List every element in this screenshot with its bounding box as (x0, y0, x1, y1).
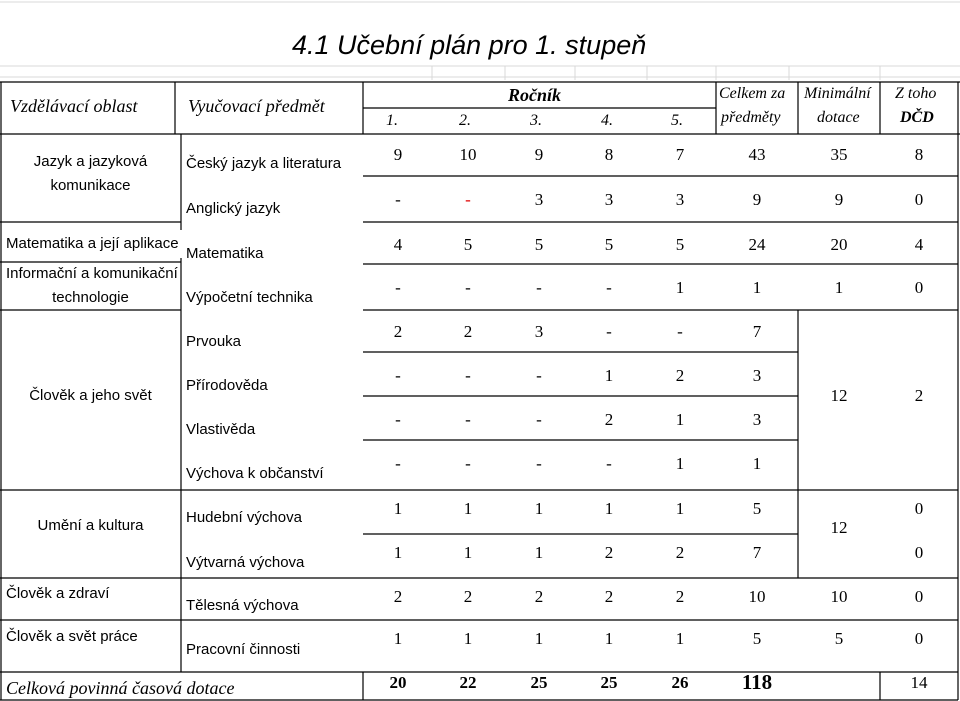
cell-year-1: - (395, 366, 401, 385)
subject-prvouka: Prvouka (186, 333, 242, 350)
subject-matematika: Matematika (186, 245, 264, 262)
cell-year-2: 1 (463, 499, 473, 518)
cell-year-5: 1 (675, 629, 685, 648)
cell-year-2: - (465, 278, 471, 297)
subject-vytvarna-vychova: Výtvarná výchova (186, 554, 305, 571)
cell-year-5: 3 (675, 190, 685, 209)
subject-telesna-vychova: Tělesná výchova (186, 597, 299, 614)
cell-year-5: 7 (675, 145, 685, 164)
cell-dcd: 8 (914, 145, 924, 164)
cell-dcd: 4 (914, 235, 924, 254)
cell-year-3: - (536, 366, 542, 385)
area-prace: Člověk a svět práce (6, 628, 138, 645)
cell-year-4: 8 (604, 145, 614, 164)
cell-dcd: 0 (914, 543, 924, 562)
cell-year-2: 2 (463, 322, 473, 341)
area-clovek-svet: Člověk a jeho svět (29, 387, 152, 404)
merged-svet-dcd: 2 (914, 386, 924, 405)
cell-year-1: 9 (393, 145, 403, 164)
cell-total: 5 (752, 499, 762, 518)
cell-total: 5 (752, 629, 762, 648)
footer-total: 118 (741, 670, 773, 694)
subject-vlastiveda: Vlastivěda (186, 421, 256, 438)
cell-total: 7 (752, 322, 762, 341)
area-zdravi: Člověk a zdraví (6, 585, 110, 602)
footer-year-2: 22 (459, 673, 477, 692)
header-year-4: 4. (601, 112, 613, 129)
cell-year-5: 1 (675, 278, 685, 297)
cell-year-5: - (677, 322, 683, 341)
cell-year-2: 2 (463, 587, 473, 606)
cell-year-4: 5 (604, 235, 614, 254)
cell-year-3: - (536, 278, 542, 297)
area-jazyk-line2: komunikace (50, 177, 131, 194)
cell-year-3: 1 (534, 499, 544, 518)
header-total-2: předměty (721, 109, 781, 126)
cell-year-1: - (395, 454, 401, 473)
cell-total: 43 (748, 145, 766, 164)
cell-year-2: - (465, 454, 471, 473)
subject-pracovni-cinnosti: Pracovní činnosti (186, 641, 301, 658)
cell-year-4: - (606, 278, 612, 297)
cell-min: 10 (830, 587, 848, 606)
header-year-3: 3. (530, 112, 542, 129)
cell-year-1: - (395, 278, 401, 297)
merged-svet-min: 12 (830, 386, 848, 405)
cell-year-4: 1 (604, 629, 614, 648)
cell-total: 1 (752, 454, 762, 473)
cell-min: 35 (830, 145, 848, 164)
cell-year-5: 1 (675, 454, 685, 473)
cell-year-5: 2 (675, 543, 685, 562)
footer-year-3: 25 (530, 673, 548, 692)
footer-dcd: 14 (910, 673, 928, 692)
cell-year-3: 2 (534, 587, 544, 606)
cell-dcd: 0 (914, 278, 924, 297)
area-umeni: Umění a kultura (37, 517, 144, 534)
cell-year-3: 5 (534, 235, 544, 254)
cell-year-1: 2 (393, 587, 403, 606)
cell-year-3: 3 (534, 190, 544, 209)
header-rocnik: Ročník (508, 85, 562, 105)
footer-year-5: 26 (671, 673, 689, 692)
cell-year-5: 2 (675, 587, 685, 606)
footer-label: Celková povinná časová dotace (6, 678, 235, 698)
cell-year-2: - (465, 190, 471, 209)
cell-year-3: 1 (534, 629, 544, 648)
cell-year-2: - (465, 410, 471, 429)
cell-year-5: 1 (675, 410, 685, 429)
header-year-5: 5. (671, 112, 683, 129)
subject-cesky-jazyk: Český jazyk a literatura (186, 155, 342, 172)
cell-year-2: 1 (463, 543, 473, 562)
cell-year-2: - (465, 366, 471, 385)
area-matematika: Matematika a její aplikace (6, 235, 179, 252)
cell-year-1: - (395, 410, 401, 429)
cell-year-4: 1 (604, 499, 614, 518)
cell-min: 5 (834, 629, 844, 648)
cell-year-4: - (606, 454, 612, 473)
cell-total: 1 (752, 278, 762, 297)
cell-year-5: 5 (675, 235, 685, 254)
cell-year-4: 2 (604, 587, 614, 606)
cell-dcd: 0 (914, 190, 924, 209)
subject-vychova-k-obcanstvi: Výchova k občanství (186, 465, 324, 482)
cell-year-4: 2 (604, 543, 614, 562)
header-dcd-2: DČD (900, 109, 934, 126)
cell-year-3: - (536, 454, 542, 473)
cell-year-5: 2 (675, 366, 685, 385)
cell-total: 3 (752, 366, 762, 385)
cell-year-4: 1 (604, 366, 614, 385)
cell-year-4: - (606, 322, 612, 341)
cell-year-1: 1 (393, 499, 403, 518)
header-year-2: 2. (459, 112, 471, 129)
cell-year-1: 2 (393, 322, 403, 341)
subject-hudebni-vychova: Hudební výchova (186, 509, 302, 526)
cell-year-3: - (536, 410, 542, 429)
cell-total: 9 (752, 190, 762, 209)
cell-year-1: 1 (393, 543, 403, 562)
cell-year-5: 1 (675, 499, 685, 518)
header-total-1: Celkem za (719, 85, 786, 102)
footer-year-4: 25 (600, 673, 618, 692)
cell-year-1: 4 (393, 235, 403, 254)
cell-dcd: 0 (914, 629, 924, 648)
area-ikt-line2: technologie (52, 289, 129, 306)
cell-min: 1 (834, 278, 844, 297)
cell-year-3: 9 (534, 145, 544, 164)
area-jazyk: Jazyk a jazyková (33, 153, 148, 170)
cell-min: 20 (830, 235, 848, 254)
merged-umeni-min: 12 (830, 518, 848, 537)
cell-year-1: - (395, 190, 401, 209)
cell-year-4: 3 (604, 190, 614, 209)
subject-anglicky-jazyk: Anglický jazyk (186, 200, 281, 217)
cell-min: 9 (834, 190, 844, 209)
header-min-1: Minimální (804, 85, 871, 102)
cell-total: 7 (752, 543, 762, 562)
cell-year-2: 10 (459, 145, 477, 164)
page-title: 4.1 Učební plán pro 1. stupeň (292, 30, 647, 60)
cell-total: 24 (748, 235, 766, 254)
subject-prirodoveda: Přírodověda (186, 377, 268, 394)
cell-dcd: 0 (914, 587, 924, 606)
area-ikt: Informační a komunikační (6, 265, 178, 282)
header-subject: Vyučovací předmět (188, 96, 325, 116)
cell-total: 3 (752, 410, 762, 429)
cell-year-4: 2 (604, 410, 614, 429)
cell-year-3: 1 (534, 543, 544, 562)
cell-total: 10 (748, 587, 766, 606)
cell-dcd: 0 (914, 499, 924, 518)
cell-year-2: 5 (463, 235, 473, 254)
header-year-1: 1. (386, 112, 398, 129)
cell-year-3: 3 (534, 322, 544, 341)
header-min-2: dotace (817, 109, 860, 126)
header-area: Vzdělávací oblast (10, 96, 138, 116)
cell-year-2: 1 (463, 629, 473, 648)
subject-vypocetni-technika: Výpočetní technika (186, 289, 313, 306)
cell-year-1: 1 (393, 629, 403, 648)
header-dcd-1: Z toho (895, 85, 937, 102)
footer-year-1: 20 (389, 673, 407, 692)
